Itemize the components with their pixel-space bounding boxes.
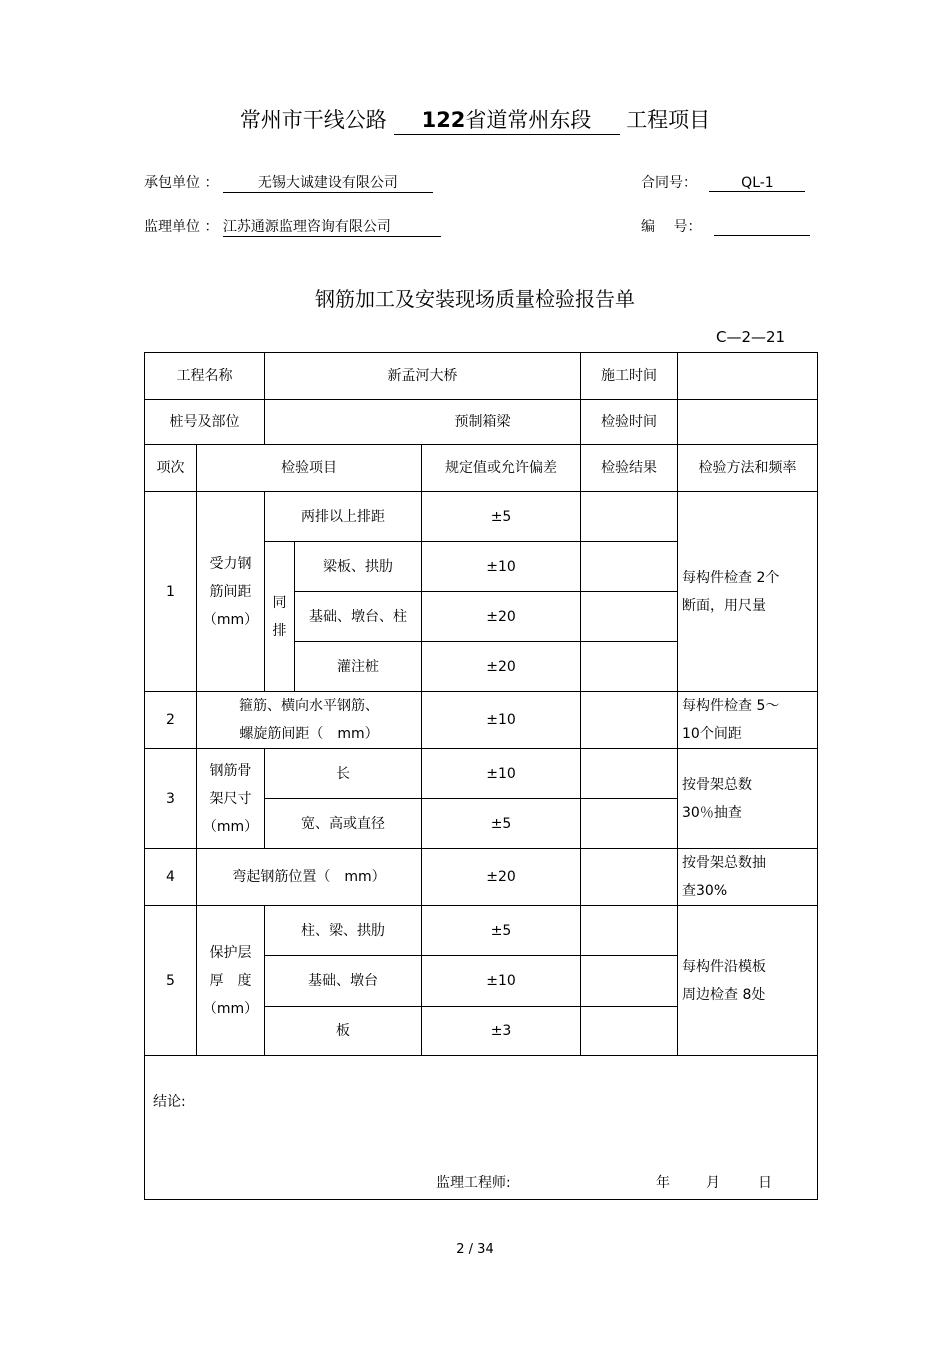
date-year-label: 年 <box>656 1175 670 1191</box>
inspection-time-label: 检验时间 <box>581 400 678 445</box>
row2-method <box>678 692 818 749</box>
row1-item-line: （mm） <box>202 611 259 628</box>
header-tolerance: 规定值或允许偏差 <box>422 445 581 492</box>
construction-time-value <box>678 353 818 400</box>
row3-item-line: （mm） <box>202 818 259 835</box>
contractor-value: 无锡大诚建设有限公司 <box>223 172 433 193</box>
row1-group-char: 同 <box>272 594 287 611</box>
row1-sub-result <box>581 542 678 592</box>
row1-sub-name: 两排以上排距 <box>265 492 422 542</box>
row1-method <box>678 492 818 692</box>
row3-sub-name: 宽、高或直径 <box>265 799 422 849</box>
row3-sub-result <box>581 749 678 799</box>
row2-item-line: 螺旋筋间距（ mm） <box>239 726 379 742</box>
table-row <box>145 849 818 906</box>
table-row <box>145 692 818 749</box>
row5-sub-name: 板 <box>265 1007 422 1056</box>
date-month-label: 月 <box>706 1175 720 1191</box>
row3-sub-result <box>581 799 678 849</box>
row5-item-line: （mm） <box>202 1000 259 1017</box>
row5-item-line: 厚 度 <box>209 972 252 989</box>
row2-item <box>197 692 422 749</box>
row1-item <box>197 492 265 692</box>
title-prefix: 常州市干线公路 <box>239 108 387 132</box>
title-suffix: 工程项目 <box>626 108 711 132</box>
contract-no-label: 合同号： <box>641 175 697 191</box>
row5-sub-name: 基础、墩台 <box>265 956 422 1007</box>
row3-method <box>678 749 818 849</box>
row1-sub-name: 灌注桩 <box>295 642 422 692</box>
conclusion-label: 结论: <box>153 1094 186 1110</box>
row3-sub-tol: ±5 <box>422 799 581 849</box>
contract-no-value: QL-1 <box>709 175 805 192</box>
row5-sub-result <box>581 906 678 956</box>
serial-no-line <box>641 216 810 236</box>
row5-method-line: 每构件沿模板 <box>682 958 767 975</box>
row3-sub-tol: ±10 <box>422 749 581 799</box>
row4-item: 弯起钢筋位置（ mm） <box>197 849 422 906</box>
table-header-row <box>145 445 818 492</box>
report-title: 钢筋加工及安装现场质量检验报告单 <box>315 287 635 311</box>
row1-sub-tol: ±10 <box>422 542 581 592</box>
row3-item-line: 钢筋骨 <box>209 762 252 779</box>
inspection-table <box>144 352 818 1200</box>
row4-no: 4 <box>145 849 197 906</box>
row1-method-line: 断面，用尺量 <box>682 597 767 614</box>
title-project-number: 122 <box>421 108 466 132</box>
serial-no-label: 编 号： <box>641 219 702 235</box>
inspection-time-value <box>678 400 818 445</box>
row2-result <box>581 692 678 749</box>
row5-item <box>197 906 265 1056</box>
row1-item-line: 受力钢 <box>209 555 252 572</box>
row2-method-line: 10个间距 <box>682 726 742 742</box>
station-label: 桩号及部位 <box>145 400 265 445</box>
row3-no: 3 <box>145 749 197 849</box>
row4-method-line: 按骨架总数抽 <box>682 855 767 871</box>
row4-result <box>581 849 678 906</box>
engineer-label: 监理工程师: <box>436 1175 511 1191</box>
date-day-label: 日 <box>758 1175 772 1191</box>
row1-sub-tol: ±20 <box>422 592 581 642</box>
serial-no-value <box>714 217 810 236</box>
row1-sub-tol: ±5 <box>422 492 581 542</box>
header-item: 检验项目 <box>197 445 422 492</box>
row1-sub-name: 基础、墩台、柱 <box>295 592 422 642</box>
row5-sub-tol: ±10 <box>422 956 581 1007</box>
row3-sub-name: 长 <box>265 749 422 799</box>
row1-sub-result <box>581 592 678 642</box>
conclusion-row <box>145 1056 818 1200</box>
contractor-label: 承包单位 ： <box>144 175 219 191</box>
row1-sub-result <box>581 642 678 692</box>
contractor-line <box>144 172 433 193</box>
contract-no-line <box>641 172 805 192</box>
table-row <box>145 353 818 400</box>
row5-sub-tol: ±5 <box>422 906 581 956</box>
row2-item-line: 箍筋、横向水平钢筋、 <box>239 698 379 714</box>
project-name-label: 工程名称 <box>145 353 265 400</box>
row4-method <box>678 849 818 906</box>
header-item-no: 项次 <box>145 445 197 492</box>
row4-method-line: 查30% <box>682 883 728 899</box>
row5-item-line: 保护层 <box>209 944 252 961</box>
row1-group-char: 排 <box>272 622 287 639</box>
title-project-underline <box>394 104 620 135</box>
row5-sub-result <box>581 1007 678 1056</box>
construction-time-label: 施工时间 <box>581 353 678 400</box>
row3-item-line: 架尺寸 <box>209 790 252 807</box>
project-name-value: 新孟河大桥 <box>265 353 581 400</box>
station-value-cell <box>265 400 581 445</box>
row1-item-line: 筋间距 <box>209 583 252 600</box>
table-row <box>145 906 818 956</box>
row2-method-line: 每构件检查 5～ <box>682 698 780 714</box>
row5-no: 5 <box>145 906 197 1056</box>
row2-tol: ±10 <box>422 692 581 749</box>
row1-no: 1 <box>145 492 197 692</box>
row5-method <box>678 906 818 1056</box>
row4-tol: ±20 <box>422 849 581 906</box>
row5-sub-tol: ±3 <box>422 1007 581 1056</box>
table-row <box>145 400 818 445</box>
row1-sub-result <box>581 492 678 542</box>
page-indicator: 2 / 34 <box>456 1242 494 1257</box>
supervisor-value: 江苏通源监理咨询有限公司 <box>223 216 441 237</box>
project-title <box>0 104 950 135</box>
header-result: 检验结果 <box>581 445 678 492</box>
row3-method-line: 30％抽查 <box>682 804 742 821</box>
row5-sub-name: 柱、梁、拱肋 <box>265 906 422 956</box>
conclusion-cell <box>145 1056 818 1200</box>
row3-method-line: 按骨架总数 <box>682 776 753 793</box>
row5-method-line: 周边检查 8处 <box>682 986 766 1003</box>
row2-no: 2 <box>145 692 197 749</box>
title-project-name: 省道常州东段 <box>465 108 592 132</box>
row1-sub-name: 梁板、拱肋 <box>295 542 422 592</box>
row3-item <box>197 749 265 849</box>
station-value: 预制箱梁 <box>454 414 511 430</box>
supervisor-label: 监理单位 ： <box>144 219 219 235</box>
row1-sub-tol: ±20 <box>422 642 581 692</box>
row1-same-row-group <box>265 542 295 692</box>
row1-method-line: 每构件检查 2个 <box>682 569 780 586</box>
table-row <box>145 492 818 542</box>
table-row <box>145 749 818 799</box>
header-method: 检验方法和频率 <box>678 445 818 492</box>
form-code: C—2—21 <box>716 328 786 346</box>
row5-sub-result <box>581 956 678 1007</box>
supervisor-line <box>144 216 441 237</box>
